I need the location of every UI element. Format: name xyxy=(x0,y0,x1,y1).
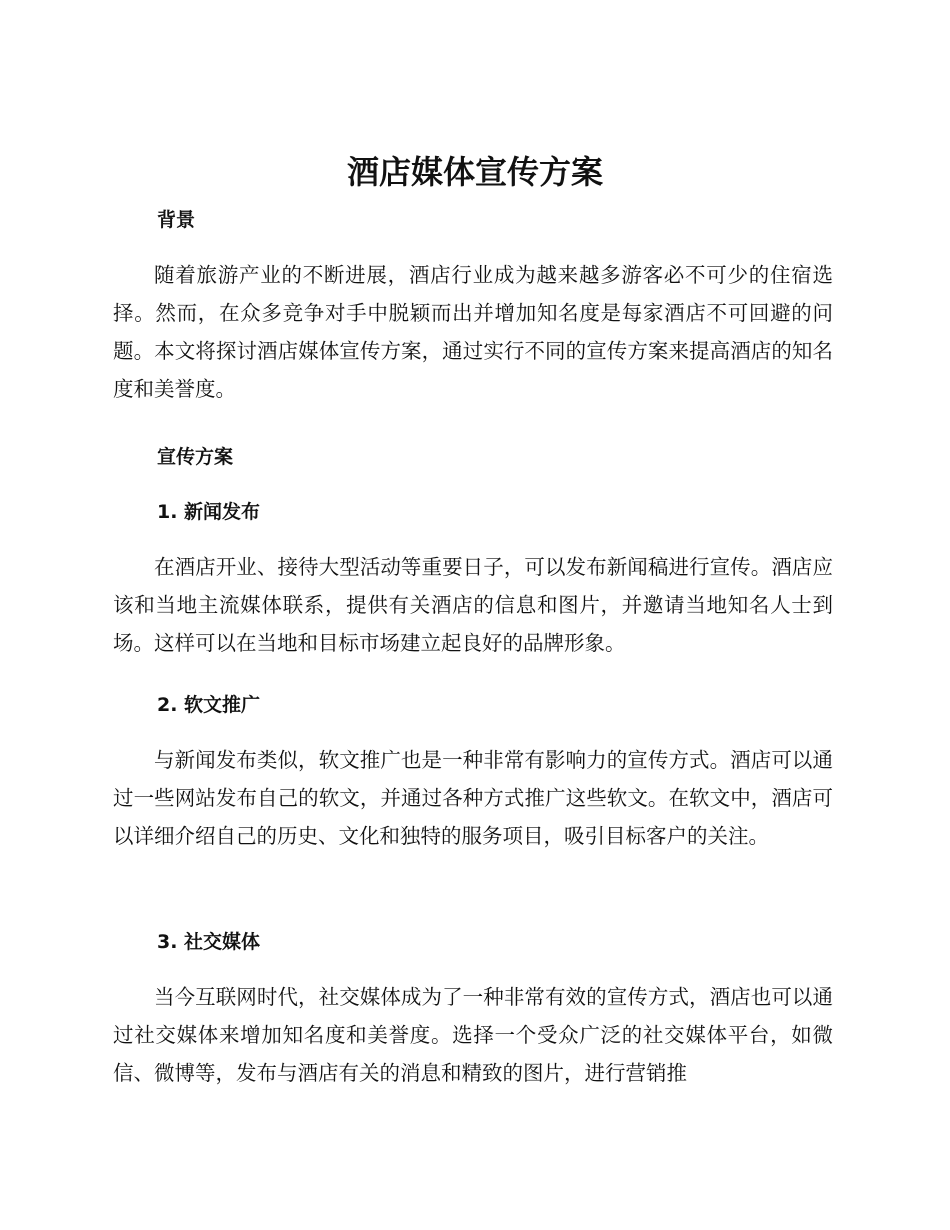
section-paragraph-soft-article: 与新闻发布类似，软文推广也是一种非常有影响力的宣传方式。酒店可以通过一些网站发布自己的软文，并通过各种方式推广这些软文。在软文中，酒店可以详细介绍自己的历史、文化和独特的服务项目，吸引目标客户的关注。 xyxy=(113,748,833,848)
background-paragraph: 随着旅游产业的不断进展，酒店行业成为越来越多游客必不可少的住宿选择。然而，在众多竞争对手中脱颖而出并增加知名度是每家酒店不可回避的问题。本文将探讨酒店媒体宣传方案，通过实行不同的宣传方案来提高酒店的知名度和美誉度。 xyxy=(113,263,833,401)
section-paragraph-social-media: 当今互联网时代，社交媒体成为了一种非常有效的宣传方式，酒店也可以通过社交媒体来增加知名度和美誉度。选择一个受众广泛的社交媒体平台，如微信、微博等，发布与酒店有关的消息和精致的图片，进行营销推 xyxy=(113,985,833,1085)
section-heading-soft-article: 2. 软文推广 xyxy=(157,694,261,716)
section-heading-social-media: 3. 社交媒体 xyxy=(157,931,261,953)
background-heading: 背景 xyxy=(157,209,196,231)
section-heading-news: 1. 新闻发布 xyxy=(157,501,261,523)
plan-heading: 宣传方案 xyxy=(157,446,234,468)
document-title: 酒店媒体宣传方案 xyxy=(346,153,603,191)
section-paragraph-news: 在酒店开业、接待大型活动等重要日子，可以发布新闻稿进行宣传。酒店应该和当地主流媒体联系，提供有关酒店的信息和图片，并邀请当地知名人士到场。这样可以在当地和目标市场建立起良好的品牌形象。 xyxy=(113,555,833,655)
